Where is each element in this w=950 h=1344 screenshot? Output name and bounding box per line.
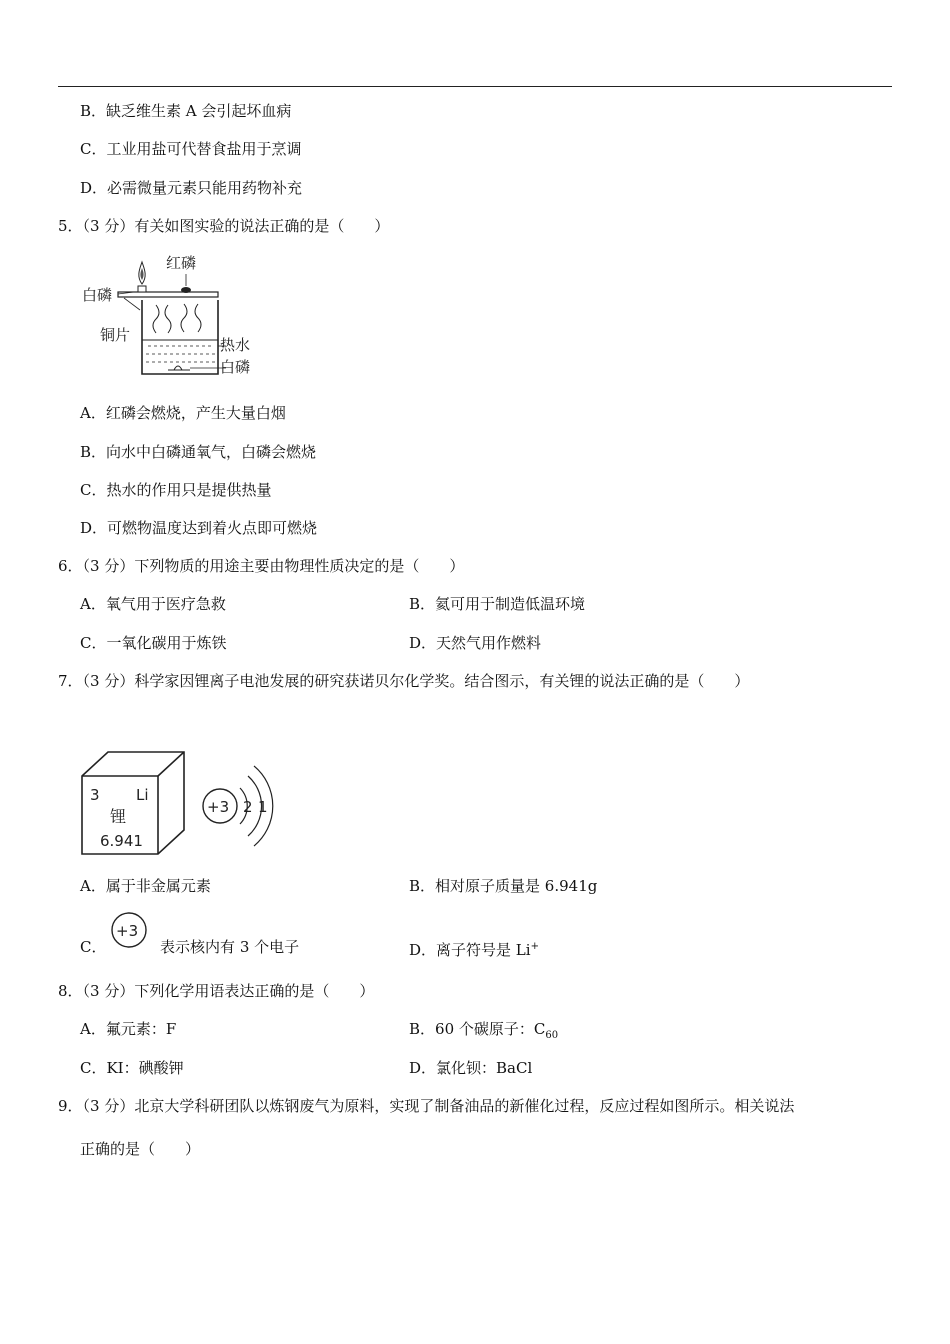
q7-option-d-text: D．离子符号是 Li bbox=[409, 941, 531, 959]
q4-option-b[interactable]: B．缺乏维生素 A 会引起坏血病 bbox=[80, 102, 292, 120]
q6-option-b[interactable]: B．氦可用于制造低温环境 bbox=[409, 595, 586, 613]
q8-option-b[interactable] bbox=[409, 1019, 558, 1046]
q7-option-d[interactable] bbox=[409, 937, 539, 960]
q4-option-d[interactable]: D．必需微量元素只能用药物补充 bbox=[80, 179, 303, 197]
q8-option-b-subscript: 60 bbox=[545, 1030, 559, 1041]
lithium-element-card bbox=[78, 748, 188, 858]
combustion-experiment-figure bbox=[78, 248, 268, 382]
q7-option-c[interactable] bbox=[80, 922, 300, 957]
nucleus-circle-icon bbox=[110, 911, 148, 949]
q8-option-d[interactable]: D．氯化钡：BaCl bbox=[409, 1059, 533, 1077]
lithium-atom-structure-diagram bbox=[198, 762, 278, 852]
q8-option-a[interactable]: A．氟元素：F bbox=[80, 1020, 177, 1038]
label-white-phosphorus-top: 白磷 bbox=[82, 286, 113, 304]
q8-stem: 8．（3 分）下列化学用语表达正确的是（ ） bbox=[58, 982, 375, 1000]
atomic-mass: 6.941 bbox=[100, 832, 143, 850]
q9-stem-continued: 正确的是（ ） bbox=[80, 1140, 201, 1158]
label-hot-water: 热水 bbox=[220, 336, 251, 354]
q8-option-b-text: B．60 个碳原子：C bbox=[409, 1020, 546, 1038]
element-symbol: Li bbox=[136, 786, 149, 804]
q9-stem: 9．（3 分）北京大学科研团队以炼钢废气为原料，实现了制备油品的新催化过程，反应过程如图所示。相关说法 bbox=[58, 1097, 795, 1115]
element-name: 锂 bbox=[110, 807, 127, 826]
q5-stem: 5．（3 分）有关如图实验的说法正确的是（ ） bbox=[58, 217, 390, 235]
q4-option-c[interactable]: C．工业用盐可代替食盐用于烹调 bbox=[80, 140, 302, 158]
header-rule bbox=[58, 86, 892, 87]
q6-option-d[interactable]: D．天然气用作燃料 bbox=[409, 634, 542, 652]
q7-option-b[interactable]: B．相对原子质量是 6.941g bbox=[409, 877, 598, 895]
atomic-number: 3 bbox=[90, 786, 100, 804]
shell-1-electrons: 2 bbox=[243, 798, 253, 816]
q7-option-c-text: 表示核内有 3 个电子 bbox=[160, 938, 300, 956]
q5-option-a[interactable]: A．红磷会燃烧，产生大量白烟 bbox=[80, 404, 286, 422]
label-white-phosphorus-bottom: 白磷 bbox=[220, 358, 251, 376]
q6-option-a[interactable]: A．氧气用于医疗急救 bbox=[80, 595, 226, 613]
q5-option-d[interactable]: D．可燃物温度达到着火点即可燃烧 bbox=[80, 519, 318, 537]
q6-option-c[interactable]: C．一氧化碳用于炼铁 bbox=[80, 634, 227, 652]
q7-option-d-charge: + bbox=[530, 941, 539, 952]
nucleus-circle-label: +3 bbox=[116, 922, 139, 940]
shell-2-electrons: 1 bbox=[258, 798, 268, 816]
q8-option-c[interactable]: C．KI：碘酸钾 bbox=[80, 1059, 184, 1077]
q7-option-c-prefix: C． bbox=[80, 938, 107, 956]
nucleus-charge: +3 bbox=[207, 798, 230, 816]
q7-stem: 7．（3 分）科学家因锂离子电池发展的研究获诺贝尔化学奖。结合图示，有关锂的说法正确的是（ ） bbox=[58, 672, 750, 690]
q5-option-b[interactable]: B．向水中白磷通氧气，白磷会燃烧 bbox=[80, 443, 317, 461]
q7-option-a[interactable]: A．属于非金属元素 bbox=[80, 877, 211, 895]
label-copper-plate: 铜片 bbox=[100, 326, 131, 344]
q6-stem: 6．（3 分）下列物质的用途主要由物理性质决定的是（ ） bbox=[58, 557, 465, 575]
q5-option-c[interactable]: C．热水的作用只是提供热量 bbox=[80, 481, 272, 499]
label-red-phosphorus: 红磷 bbox=[166, 254, 197, 272]
